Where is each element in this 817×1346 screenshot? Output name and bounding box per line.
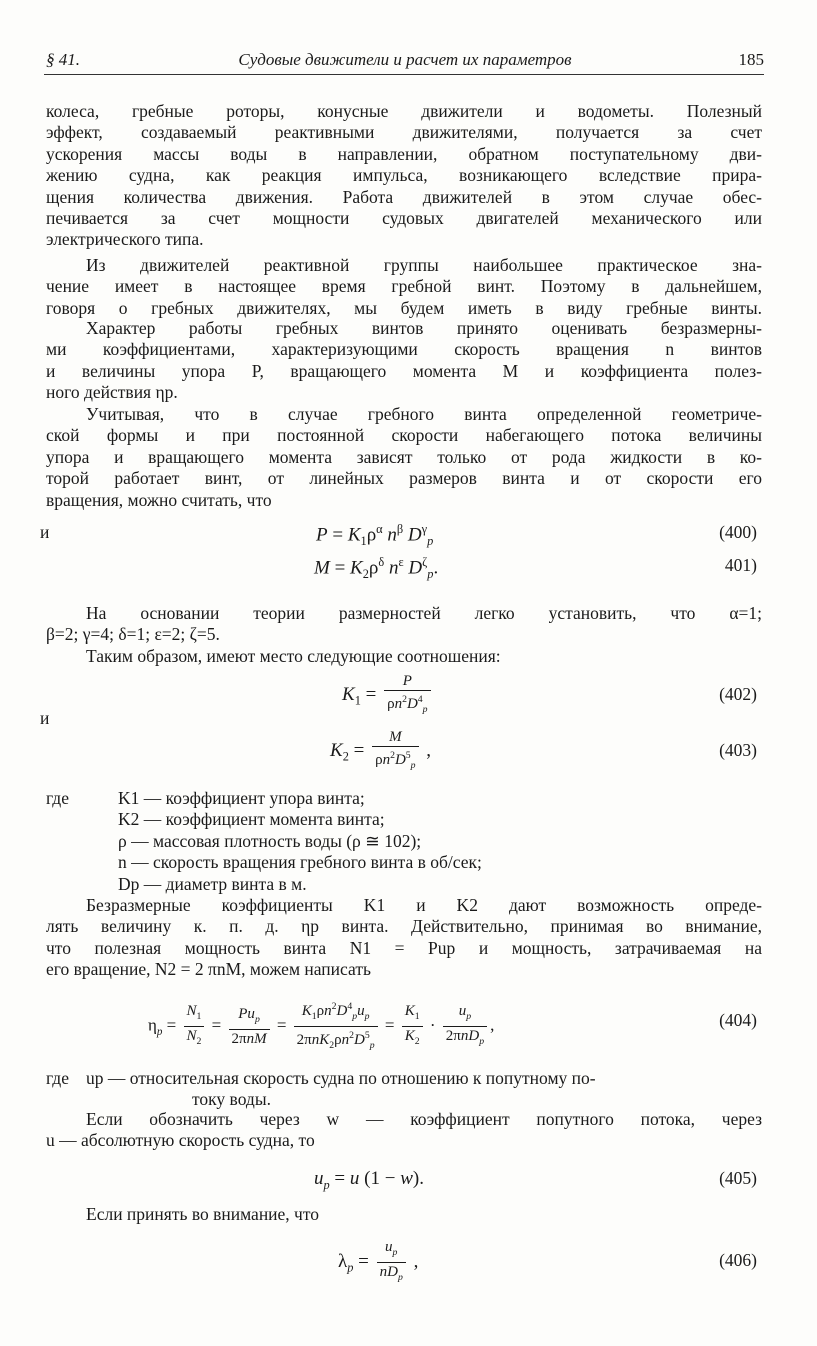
text-line: На основании теории размерностей легко установить, что α=1;: [86, 603, 762, 623]
formula-moment: $M = K_2\rho^\delta$ $n^\varepsilon$ $D^\zeta_p$.: [314, 555, 439, 582]
connector-where: где: [46, 1068, 69, 1088]
formula-advance-ratio: $\lambda_p$ = $\frac{u_p}{nD_p}$ ,: [338, 1239, 419, 1283]
legend-item: K2 — коэффициент момента винта;: [118, 809, 385, 830]
legend-row: [46, 809, 762, 830]
legend-row: [46, 874, 762, 895]
text-line: что полезная мощность винта N1 = Pup и мощность, затрачиваемая на: [46, 937, 762, 958]
text-line: его вращение, N2 = 2 πnM, можем написать: [46, 959, 371, 980]
paragraph-4: [46, 404, 762, 511]
symbol-legend: [46, 788, 762, 895]
text-line: Безразмерные коэффициенты K1 и K2 дают возможность опреде-: [86, 895, 762, 915]
symbol-legend-2: [46, 1068, 762, 1111]
formula-relative-speed: $u_p = u$ (1 − w).: [314, 1168, 424, 1192]
formula-thrust: $P = K_1\rho^\alpha$ $n^\beta$ $D^\gamma_p$: [316, 522, 434, 549]
text-line: ускорения массы воды в направлении, обратном поступательному дви-: [46, 143, 762, 164]
legend-row: [46, 788, 762, 809]
equation-401: [0, 555, 817, 581]
text-line: Если обозначить через w — коэффициент попутного потока, через: [86, 1109, 762, 1129]
text-line: Если принять во внимание, что: [86, 1204, 320, 1224]
equation-number: (402): [719, 684, 757, 704]
text-line: колеса, гребные роторы, конусные движители и водометы. Полезный: [46, 101, 762, 121]
equation-405: [0, 1168, 817, 1194]
connector-and: и: [40, 708, 50, 728]
text-line: лять величину к. п. д. ηp винта. Действительно, принимая во внимание,: [46, 916, 762, 937]
equation-number: (406): [719, 1250, 757, 1270]
text-line: ного действия ηp.: [46, 382, 178, 403]
legend-item: up — относительная скорость судна по отношению к попутному по-: [86, 1068, 596, 1088]
text-line: Из движителей реактивной группы наибольшее практическое зна-: [86, 255, 762, 275]
text-line: ми коэффициентами, характеризующими скорость вращения n винтов: [46, 339, 762, 360]
text-line: Характер работы гребных винтов принято оценивать безразмерны-: [86, 318, 762, 338]
legend-row: [46, 831, 762, 852]
legend-item: K1 — коэффициент упора винта;: [118, 788, 365, 808]
text-line: щения количества движения. Работа движителей в этом случае обес-: [46, 186, 762, 207]
header-rule: [44, 74, 764, 75]
equation-400: [0, 522, 817, 548]
legend-row: [46, 852, 762, 873]
equation-406: [0, 1238, 817, 1288]
paragraph-9: [46, 1204, 762, 1225]
equation-403: [0, 728, 817, 778]
running-title: Судовые движители и расчет их параметров: [238, 50, 572, 69]
paragraph-6: [46, 646, 762, 667]
text-line: ской формы и при постоянной скорости набегающего потока величины: [46, 425, 762, 446]
legend-item: току воды.: [192, 1089, 271, 1110]
text-line: печивается за счет мощности судовых двигателей механического или: [46, 208, 762, 229]
paragraph-8: [46, 1109, 762, 1152]
text-line: Учитывая, что в случае гребного винта определенной геометриче-: [86, 404, 762, 424]
paragraph-2: [46, 255, 762, 319]
text-line: вращения, можно считать, что: [46, 489, 272, 510]
section-number: § 41.: [46, 50, 80, 69]
text-line: жению судна, как реакция импульса, возникающего вследствие прира-: [46, 165, 762, 186]
connector-and: и: [40, 522, 50, 542]
equation-number: 401): [724, 555, 757, 575]
formula-efficiency: $\eta_p$ = $\frac{N_1}{N_2}$ = $\frac{Pu_p}{\text{2πnM}}$ = $\frac{K_1\rho n^2D^4_pu_p}{2\pi nK_2\rho n^2D^5_p}$ = $\frac{K_1}{K_2}$ · $\frac{u_p}{2\pi nD_p}$ ,: [148, 998, 494, 1055]
legend-item: Dp — диаметр винта в м.: [118, 873, 307, 894]
text-line: электрического типа.: [46, 229, 204, 250]
paragraph-5: [46, 603, 762, 646]
legend-item: n — скорость вращения гребного винта в об/сек;: [118, 852, 482, 873]
text-line: говоря о гребных движителях, мы будем иметь в виду гребные винты.: [46, 297, 762, 318]
legend-row: [46, 1089, 762, 1110]
page-number: 185: [738, 50, 764, 69]
text-line: упора и вращающего момента зависят только от рода жидкости в ко-: [46, 446, 762, 467]
formula-k2: $K_2$ = $\frac{M}{\rho n^2D^5_p}$ ,: [330, 729, 432, 771]
connector-where: где: [46, 788, 69, 808]
paragraph-1: [46, 101, 762, 251]
equation-number: (405): [719, 1168, 757, 1188]
equation-number: (404): [719, 1010, 757, 1030]
page-header: [46, 50, 764, 76]
text-line: чение имеет в настоящее время гребной винт. Поэтому в дальнейшем,: [46, 276, 762, 297]
equation-number: (403): [719, 740, 757, 760]
text-line: Таким образом, имеют место следующие соотношения:: [86, 646, 501, 666]
text-line: β=2; γ=4; δ=1; ε=2; ζ=5.: [46, 624, 220, 645]
formula-k1: $K_1$ = $\frac{P}{\rho n^2D^4_p}$: [342, 672, 434, 719]
text-line: торой работает винт, от линейных размеров винта и от скорости его: [46, 468, 762, 489]
paragraph-7: [46, 895, 762, 981]
text-line: эффект, создаваемый реактивными движителями, получается за счет: [46, 122, 762, 143]
legend-item: ρ — массовая плотность воды (ρ ≅ 102);: [118, 830, 422, 851]
legend-row: [46, 1068, 762, 1089]
text-line: u — абсолютную скорость судна, то: [46, 1130, 315, 1151]
equation-404: [0, 998, 817, 1051]
paragraph-3: [46, 318, 762, 404]
equation-number: (400): [719, 522, 757, 542]
text-line: и величины упора P, вращающего момента M и коэффициента полез-: [46, 360, 762, 381]
